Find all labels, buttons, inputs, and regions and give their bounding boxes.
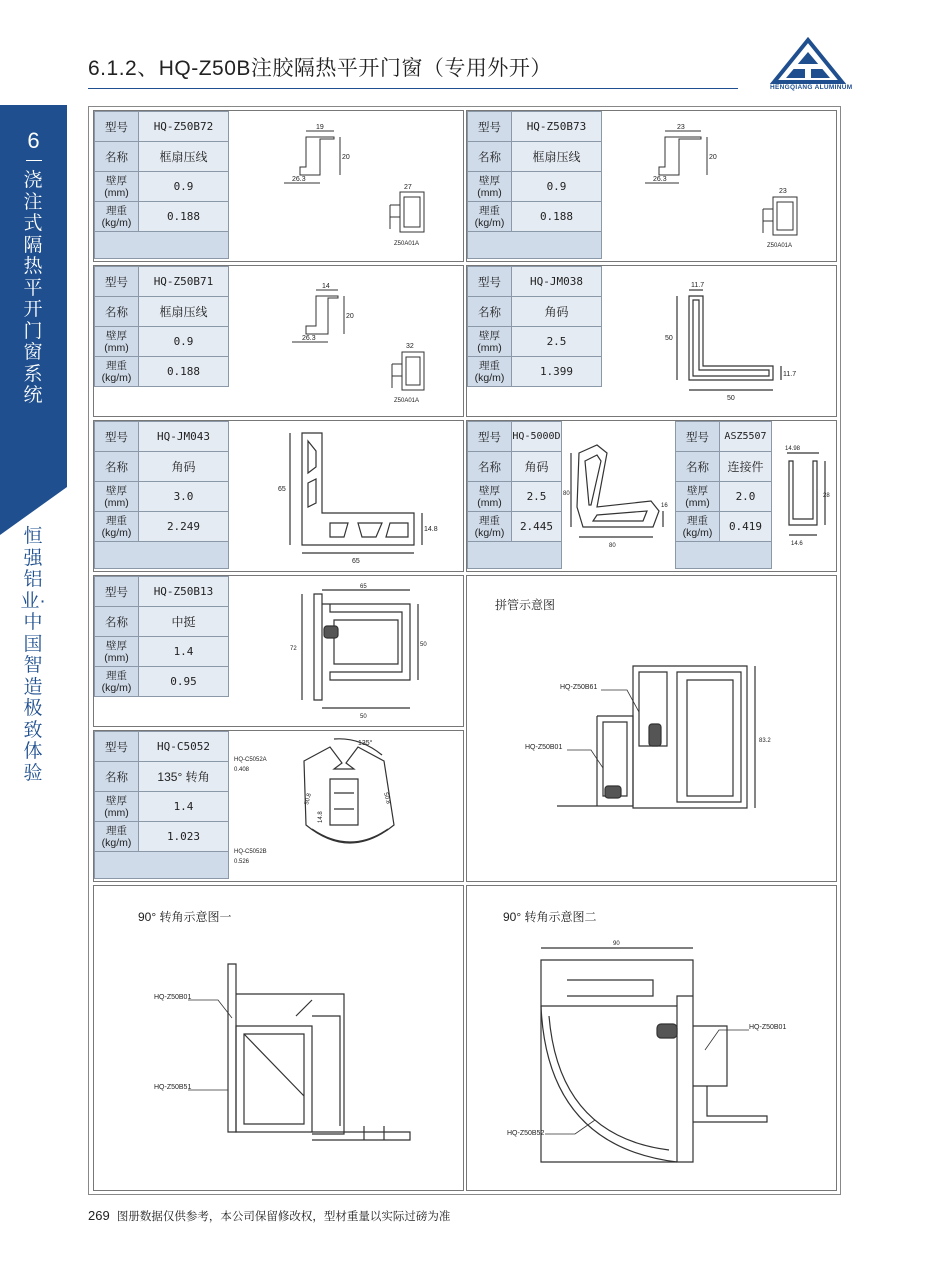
weight-label: 理重 [687, 514, 708, 527]
dim-label: 20 [342, 154, 350, 161]
name-value: 框扇压线 [512, 142, 602, 172]
callout-label: HQ-Z50B61 [560, 684, 598, 691]
page-number: 269 [88, 1208, 110, 1223]
wall-value: 2.5 [512, 482, 562, 512]
spec-table [467, 111, 602, 259]
profile-drawing-z50b73 [617, 117, 827, 257]
model-label: 型号 [95, 422, 139, 452]
name-value: 角码 [139, 452, 229, 482]
callout-label: HQ-Z50B51 [154, 1084, 192, 1091]
callout-leader [545, 1118, 605, 1148]
wall-value: 0.9 [139, 172, 229, 202]
dim-label: 26.3 [302, 335, 316, 342]
wall-unit: (mm) [104, 496, 129, 509]
wall-unit: (mm) [104, 186, 129, 199]
callout-label: HQ-Z50B01 [154, 994, 192, 1001]
name-label: 名称 [95, 297, 139, 327]
corner-diagram-2-title: 90° 转角示意图二 [503, 910, 597, 924]
wall-value: 0.9 [139, 327, 229, 357]
weight-unit: (kg/m) [474, 526, 505, 539]
weight-value: 0.188 [512, 202, 602, 232]
weight-value: 2.445 [512, 512, 562, 542]
header-rule [88, 88, 738, 89]
dim-label: 26.3 [653, 176, 667, 183]
wall-unit: (mm) [104, 806, 129, 819]
dim-label: 50 [360, 714, 367, 720]
part-code: HQ-C5052A [234, 757, 267, 763]
wall-unit: (mm) [104, 651, 129, 664]
dim-label: 14.98 [785, 446, 801, 452]
wall-label: 壁厚 [479, 174, 500, 187]
product-card-z50b71 [93, 265, 464, 417]
name-value: 框扇压线 [139, 297, 229, 327]
dim-label: 50 [665, 335, 673, 342]
spec-table-asz5507 [675, 421, 772, 569]
callout-label: HQ-Z50B01 [749, 1024, 787, 1031]
chapter-number: 6 [27, 128, 40, 153]
dim-label: 23 [779, 188, 787, 195]
spec-table [94, 576, 229, 724]
callout-label: HQ-Z50B01 [525, 744, 563, 751]
model-value: HQ-Z50B72 [139, 112, 229, 142]
model-label: 型号 [468, 267, 512, 297]
product-card-5000d-asz5507 [466, 420, 837, 572]
dim-label: 20 [709, 154, 717, 161]
wall-value: 2.5 [512, 327, 602, 357]
name-value: 框扇压线 [139, 142, 229, 172]
name-value: 角码 [512, 297, 602, 327]
spec-table [94, 731, 229, 879]
chapter-title: 浇注式隔热平开门窗系统 [23, 170, 43, 406]
dim-label: 50.8 [382, 791, 391, 805]
weight-value: 1.399 [512, 357, 602, 387]
wall-unit: (mm) [685, 496, 710, 509]
model-value: HQ-C5052 [139, 732, 229, 762]
model-label: 型号 [468, 422, 512, 452]
dim-label: 14.8 [318, 811, 324, 823]
model-value: HQ-JM038 [512, 267, 602, 297]
catalog-frame [88, 106, 841, 1195]
dim-label: 135° [358, 740, 373, 747]
callout-leader [567, 746, 607, 776]
weight-value: 1.023 [139, 822, 229, 852]
name-label: 名称 [95, 452, 139, 482]
weight-label: 理重 [106, 204, 127, 217]
model-label: 型号 [95, 267, 139, 297]
wall-unit: (mm) [477, 186, 502, 199]
profile-drawing-z50b13 [274, 580, 454, 724]
weight-value: 2.249 [139, 512, 229, 542]
corner-diagram-2-card [466, 885, 837, 1191]
weight-unit: (kg/m) [101, 371, 132, 384]
model-value: HQ-Z50B71 [139, 267, 229, 297]
weight-value: 0.95 [139, 667, 229, 697]
dim-label: 26.3 [292, 176, 306, 183]
weight-unit: (kg/m) [682, 526, 713, 539]
weight-label: 理重 [479, 359, 500, 372]
name-label: 名称 [468, 452, 512, 482]
name-label: 名称 [95, 607, 139, 637]
profile-drawing-jm043 [264, 427, 454, 567]
spec-table [94, 421, 229, 569]
weight-unit: (kg/m) [101, 526, 132, 539]
profile-drawing-5000d [563, 441, 671, 551]
corner-diagram-1-card [93, 885, 464, 1191]
model-label: 型号 [468, 112, 512, 142]
name-value: 连接件 [720, 452, 772, 482]
wall-label: 壁厚 [106, 174, 127, 187]
dim-label: 14.6 [791, 541, 803, 547]
model-value: ASZ5507 [720, 422, 772, 452]
dim-label: 28 [823, 493, 830, 499]
name-value: 中挺 [139, 607, 229, 637]
page-footer [88, 1208, 450, 1224]
callout-leader [601, 686, 641, 716]
weight-unit: (kg/m) [101, 681, 132, 694]
weight-unit: (kg/m) [101, 836, 132, 849]
footer-note: 图册数据仅供参考，本公司保留修改权，型材重量以实际过磅为准 [116, 1211, 451, 1223]
callout-leader [188, 996, 238, 1026]
dim-label: 72 [290, 646, 297, 652]
weight-label: 理重 [106, 359, 127, 372]
name-label: 名称 [468, 297, 512, 327]
dim-label: 14.8 [424, 526, 438, 533]
corner-diagram-1-title: 90° 转角示意图一 [138, 910, 232, 924]
callout-leader [703, 1026, 753, 1056]
name-value: 135° 转角 [139, 762, 229, 792]
name-label: 名称 [468, 142, 512, 172]
dim-label: 11.7 [783, 371, 797, 378]
dim-label: 23 [677, 124, 685, 131]
weight-label: 理重 [479, 514, 500, 527]
ref-label: Z50A01A [394, 241, 420, 247]
product-card-c5052 [93, 730, 464, 882]
dim-label: 80 [609, 543, 616, 549]
profile-drawing-z50b71 [244, 272, 454, 412]
dim-label: 90 [613, 941, 620, 947]
page-title: 6.1.2、HQ-Z50B注胶隔热平开门窗（专用外开） [88, 57, 552, 80]
brand-slogan: 恒强铝业·中国智造 极致体验 [20, 526, 46, 784]
wall-label: 壁厚 [106, 484, 127, 497]
product-card-z50b13 [93, 575, 464, 727]
weight-value: 0.419 [720, 512, 772, 542]
model-label: 型号 [676, 422, 720, 452]
name-label: 名称 [95, 142, 139, 172]
callout-label: HQ-Z50B52 [507, 1130, 545, 1137]
name-label: 名称 [676, 452, 720, 482]
dim-label: 83.2 [759, 738, 771, 744]
spec-table [467, 266, 602, 414]
dim-label: 14 [322, 283, 330, 290]
model-label: 型号 [95, 732, 139, 762]
profile-drawing-c5052 [234, 733, 459, 881]
weight-unit: (kg/m) [474, 371, 505, 384]
weight-label: 理重 [106, 824, 127, 837]
pipe-diagram-title: 拼管示意图 [495, 598, 556, 612]
weight-label: 理重 [479, 204, 500, 217]
name-label: 名称 [95, 762, 139, 792]
part-weight: 0.408 [234, 767, 250, 773]
dim-label: 50 [727, 395, 735, 402]
name-value: 角码 [512, 452, 562, 482]
wall-value: 3.0 [139, 482, 229, 512]
wall-label: 壁厚 [106, 329, 127, 342]
spec-table-5000d [467, 421, 562, 569]
dim-label: 50 [420, 642, 427, 648]
wall-value: 0.9 [512, 172, 602, 202]
model-value: HQ-Z50B13 [139, 577, 229, 607]
model-label: 型号 [95, 112, 139, 142]
profile-drawing-asz5507 [775, 441, 835, 551]
weight-label: 理重 [106, 669, 127, 682]
part-code: HQ-C5052B [234, 849, 267, 855]
wall-label: 壁厚 [106, 639, 127, 652]
company-logo-text: HENGQIANG ALUMINUM [770, 84, 853, 91]
weight-value: 0.188 [139, 357, 229, 387]
wall-value: 1.4 [139, 792, 229, 822]
dim-label: 65 [278, 486, 286, 493]
wall-unit: (mm) [477, 341, 502, 354]
wall-value: 1.4 [139, 637, 229, 667]
product-card-z50b72 [93, 110, 464, 262]
dim-label: 65 [360, 584, 367, 590]
part-weight: 0.526 [234, 859, 250, 865]
wall-label: 壁厚 [687, 484, 708, 497]
dim-label: 16 [661, 503, 668, 509]
dim-label: 32 [406, 343, 414, 350]
product-card-jm043 [93, 420, 464, 572]
spec-table [94, 111, 229, 259]
dim-label: 20 [346, 313, 354, 320]
dim-label: 80 [563, 491, 570, 497]
wall-label: 壁厚 [106, 794, 127, 807]
chapter-number-rule [26, 160, 42, 161]
weight-label: 理重 [106, 514, 127, 527]
ref-label: Z50A01A [767, 243, 793, 249]
weight-unit: (kg/m) [101, 216, 132, 229]
wall-label: 壁厚 [479, 329, 500, 342]
weight-unit: (kg/m) [474, 216, 505, 229]
model-value: HQ-5000D [512, 422, 562, 452]
product-card-z50b73 [466, 110, 837, 262]
pipe-diagram-card [466, 575, 837, 882]
model-value: HQ-Z50B73 [512, 112, 602, 142]
pipe-diagram-drawing [527, 656, 827, 816]
dim-label: 19 [316, 124, 324, 131]
dim-label: 11.7 [691, 282, 705, 289]
wall-value: 2.0 [720, 482, 772, 512]
wall-label: 壁厚 [479, 484, 500, 497]
weight-value: 0.188 [139, 202, 229, 232]
profile-drawing-z50b72 [244, 117, 454, 257]
wall-unit: (mm) [104, 341, 129, 354]
dim-label: 65 [352, 558, 360, 565]
callout-leader [188, 1086, 238, 1106]
spec-table [94, 266, 229, 414]
dim-label: 50.8 [304, 792, 313, 806]
product-card-jm038 [466, 265, 837, 417]
model-value: HQ-JM043 [139, 422, 229, 452]
profile-drawing-jm038 [647, 274, 827, 414]
wall-unit: (mm) [477, 496, 502, 509]
ref-label: Z50A01A [394, 398, 420, 404]
corner-diagram-2-drawing [527, 936, 827, 1186]
model-label: 型号 [95, 577, 139, 607]
corner-diagram-1-drawing [184, 956, 444, 1186]
dim-label: 27 [404, 184, 412, 191]
